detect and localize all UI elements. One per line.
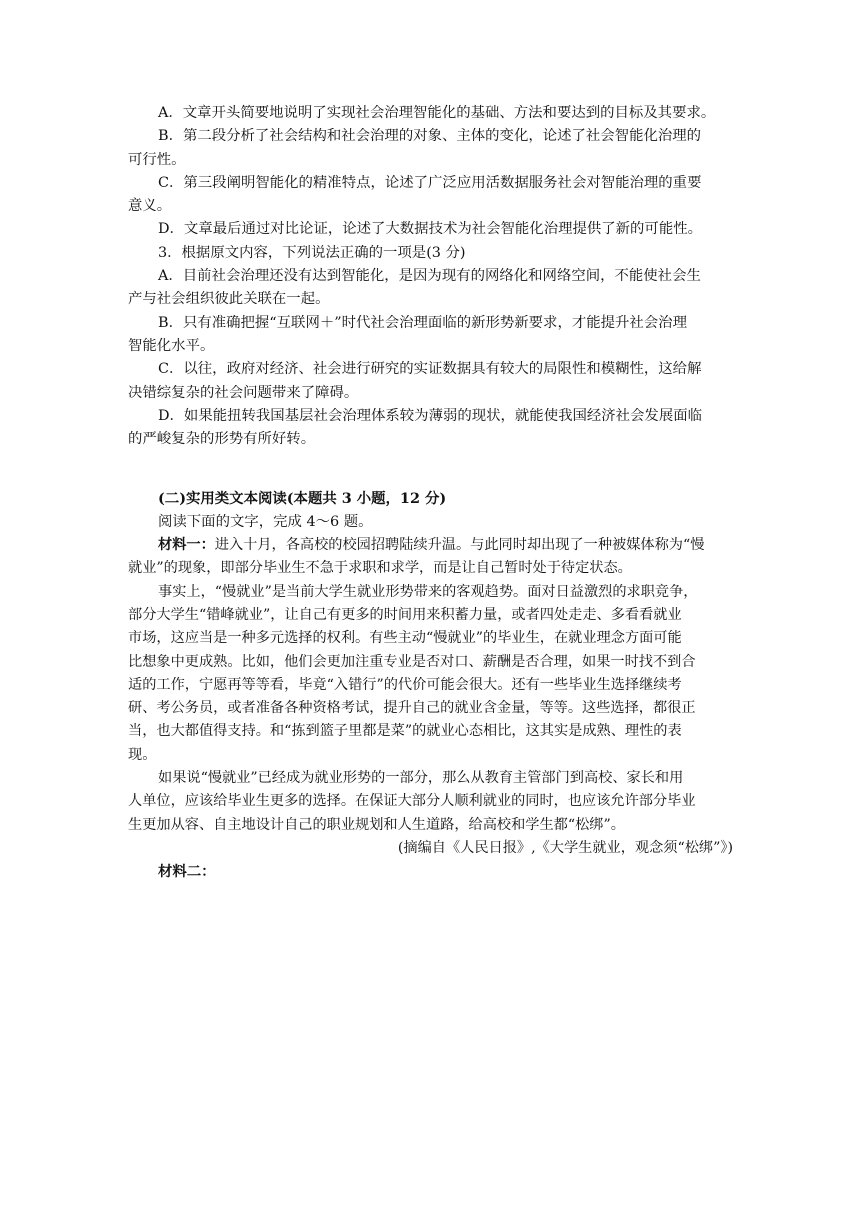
option-line: A．目前社会治理还没有达到智能化，是因为现有的网络化和网络空间，不能使社会生 — [158, 268, 701, 285]
material-text: 进入十月，各高校的校园招聘陆续升温。与此同时却出现了一种被媒体称为“慢 — [214, 537, 705, 554]
q2-option-c — [128, 172, 733, 219]
q2-option-d — [128, 218, 733, 241]
option-line: 产与社会组织彼此关联在一起。 — [128, 291, 330, 308]
option-line: D．文章最后通过对比论证，论述了大数据技术为社会智能化治理提供了新的可能性。 — [158, 221, 702, 238]
section-heading: (二)实用类文本阅读(本题共 3 小题，12 分) — [158, 490, 447, 508]
material-line: 适的工作，宁愿再等等看，毕竟“入错行”的代价可能会很大。还有一些毕业生选择继续考 — [128, 676, 682, 693]
material-line: 人单位，应该给毕业生更多的选择。在保证大部分人顺利就业的同时，也应该允许部分毕业 — [128, 793, 696, 810]
material-line — [128, 534, 733, 557]
option-line: D．如果能扭转我国基层社会治理体系较为薄弱的现状，就能使我国经济社会发展面临 — [158, 407, 702, 424]
q3-option-b — [128, 312, 733, 359]
q2-option-b — [128, 125, 733, 172]
exam-page — [128, 102, 733, 884]
option-line: B．只有准确把握“互联网＋”时代社会治理面临的新形势新要求，才能提升社会治理 — [158, 314, 687, 331]
option-line: 的严峻复杂的形势有所好转。 — [128, 431, 316, 448]
material-line: 如果说“慢就业”已经成为就业形势的一部分，那么从教育主管部门到高校、家长和用 — [158, 770, 684, 787]
material-line: 事实上，“慢就业”是当前大学生就业形势带来的客观趋势。面对日益激烈的求职竞争， — [158, 583, 698, 600]
q3-option-a — [128, 265, 733, 312]
option-line: 意义。 — [128, 198, 172, 215]
material-line: 现。 — [128, 746, 157, 763]
q3-option-c — [128, 358, 733, 405]
material-line: 当，也大都值得支持。和“拣到篮子里都是菜”的就业心态相比，这其实是成熟、理性的表 — [128, 723, 682, 740]
section-gap — [128, 451, 733, 487]
material-one — [128, 534, 733, 860]
option-line: C．第三段阐明智能化的精准特点，论述了广泛应用活数据服务社会对智能治理的重要 — [158, 174, 702, 191]
material-line: 研、考公务员，或者准备各种资格考试，提升自己的就业含金量，等等。这些选择，都很正 — [128, 700, 696, 717]
q3-option-d — [128, 405, 733, 452]
q2-option-a — [128, 102, 733, 125]
material-line: 生更加从容、自主地设计自己的职业规划和人生道路，给高校和学生都“松绑”。 — [128, 816, 625, 833]
material-line: 比想象中更成熟。比如，他们会更加注重专业是否对口、薪酬是否合理，如果一时找不到合 — [128, 653, 696, 670]
section-instruction: 阅读下面的文字，完成 4～6 题。 — [158, 513, 373, 530]
material-line: 就业”的现象，即部分毕业生不急于求职和求学，而是让自己暂时处于待定状态。 — [128, 560, 632, 577]
material-line: 部分大学生“错峰就业”，让自己有更多的时间用来积蓄力量，或者四处走走、多看看就业 — [128, 606, 682, 623]
option-line: 决错综复杂的社会问题带来了障碍。 — [128, 384, 359, 401]
option-line: C．以往，政府对经济、社会进行研究的实证数据具有较大的局限性和模糊性，这给解 — [158, 361, 702, 378]
q3-stem: 3．根据原文内容，下列说法正确的一项是(3 分) — [158, 244, 466, 261]
material-one-label: 材料一： — [158, 537, 215, 554]
option-line: 可行性。 — [128, 151, 186, 168]
material-source: (摘编自《人民日报》,《大学生就业，观念须“松绑”》) — [397, 839, 733, 856]
option-line: B．第二段分析了社会结构和社会治理的对象、主体的变化，论述了社会智能化治理的 — [158, 128, 702, 145]
option-line: A．文章开头简要地说明了实现社会治理智能化的基础、方法和要达到的目标及其要求。 — [158, 105, 716, 121]
material-line: 市场，这应当是一种多元选择的权利。有些主动“慢就业”的毕业生，在就业理念方面可能 — [128, 630, 682, 647]
material-two-label: 材料二： — [158, 863, 216, 881]
option-line: 智能化水平。 — [128, 337, 215, 354]
